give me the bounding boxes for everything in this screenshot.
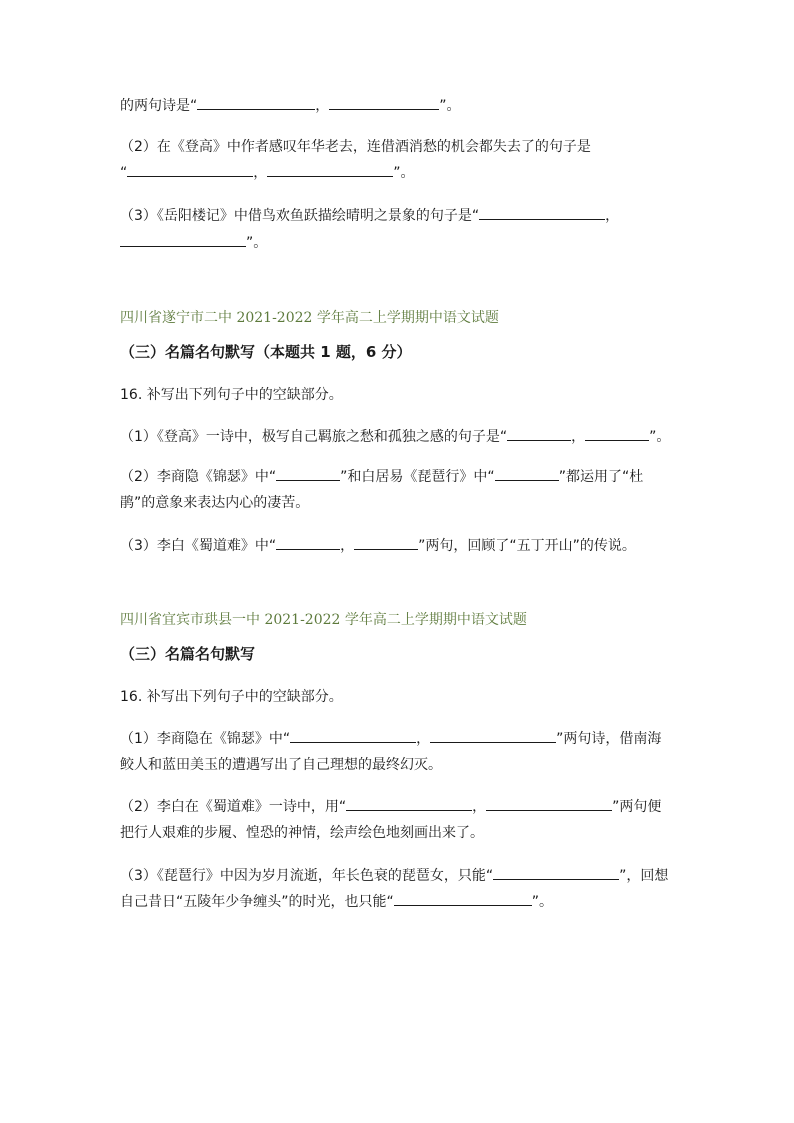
q3-line-2: 自己昔日“五陵年少争缠头”的时光，也只能“ ”。 (120, 891, 553, 912)
q1-continuation-line: 的两句诗是“ ， ”。 (120, 95, 461, 116)
answer-blank (495, 466, 559, 481)
answer-blank (430, 728, 556, 743)
q3-blanks-line: ”。 (120, 232, 267, 253)
answer-blank (354, 535, 418, 550)
answer-blank (276, 535, 340, 550)
q2-line: （2）在《登高》中作者感叹年华老去，连借酒消愁的机会都失去了的句子是 (120, 139, 591, 155)
q1-line: （1）《登高》一诗中，极写自己羁旅之愁和孤独之感的句子是“ ， ”。 (120, 426, 670, 447)
answer-blank (486, 796, 612, 811)
answer-blank (120, 232, 246, 247)
q2-blanks-line: “ ， ”。 (120, 162, 415, 183)
q2-line-2: 鹃”的意象来表达内心的凄苦。 (120, 495, 310, 511)
answer-blank (329, 95, 439, 110)
answer-blank (479, 205, 605, 220)
answer-blank (127, 162, 253, 177)
answer-blank (267, 162, 393, 177)
question-intro: 16. 补写出下列句子中的空缺部分。 (120, 387, 343, 403)
answer-blank (346, 796, 472, 811)
answer-blank (290, 728, 416, 743)
q1-line: （1）李商隐在《锦瑟》中“ ， ”两句诗，借南海 (120, 728, 661, 749)
answer-blank (493, 865, 619, 880)
question-intro: 16. 补写出下列句子中的空缺部分。 (120, 689, 343, 705)
exam-source: 四川省遂宁市二中 2021-2022 学年高二上学期期中语文试题 (120, 310, 499, 326)
answer-blank (276, 466, 340, 481)
q2-line: （2）李商隐《锦瑟》中“ ”和白居易《琵琶行》中“ ”都运用了“杜 (120, 466, 643, 487)
q2-line: （2）李白在《蜀道难》一诗中，用“ ， ”两句便 (120, 796, 661, 817)
answer-blank (197, 95, 315, 110)
exam-source: 四川省宜宾市珙县一中 2021-2022 学年高二上学期期中语文试题 (120, 612, 527, 628)
section-heading: （三）名篇名句默写（本题共 1 题，6 分） (120, 343, 412, 361)
q2-line-2: 把行人艰难的步履、惶恐的神情，绘声绘色地刻画出来了。 (120, 825, 484, 841)
q3-line: （3）《岳阳楼记》中借鸟欢鱼跃描绘晴明之景象的句子是“ ， (120, 205, 619, 226)
q3-line: （3）李白《蜀道难》中“ ， ”两句，回顾了“五丁开山”的传说。 (120, 535, 636, 556)
q3-line: （3）《琵琶行》中因为岁月流逝，年长色衰的琵琶女，只能“ ”，回想 (120, 865, 668, 886)
section-heading: （三）名篇名句默写 (120, 645, 256, 663)
answer-blank (507, 426, 571, 441)
answer-blank (585, 426, 649, 441)
answer-blank (394, 891, 532, 906)
q1-line-2: 鲛人和蓝田美玉的遭遇写出了自己理想的最终幻灭。 (120, 757, 442, 773)
